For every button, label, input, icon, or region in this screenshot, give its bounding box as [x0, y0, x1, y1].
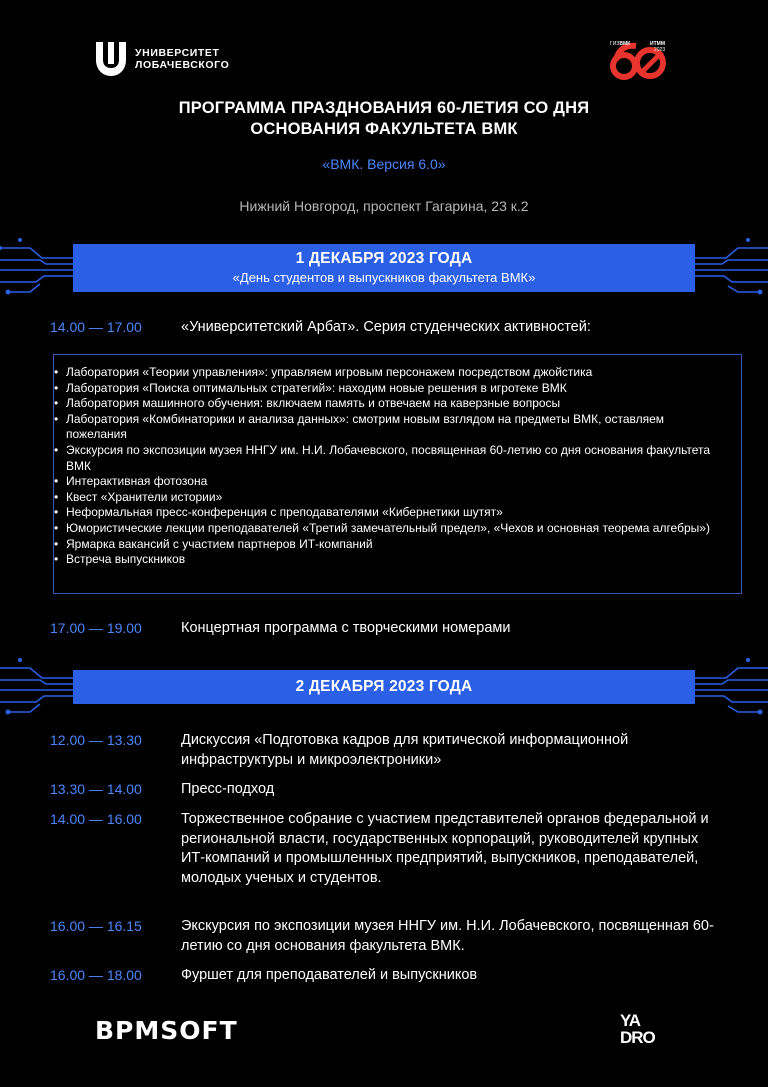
- activities-list: [53, 354, 742, 594]
- circuit-decoration-right-1: [688, 236, 768, 298]
- list-item: • Неформальная пресс-конференция с преподавателями «Кибернетики шутят»: [54, 505, 727, 521]
- list-item: • Встреча выпускников: [54, 552, 727, 568]
- event-description: «Университетский Арбат». Серия студенческих активностей:: [181, 319, 591, 335]
- event-time: 16.00 — 18.00: [50, 967, 142, 983]
- page-title: [0, 98, 768, 140]
- event-description: Концертная программа с творческими номерами: [181, 620, 511, 636]
- yadro-logo: [620, 1012, 676, 1052]
- circuit-decoration-left-2: [0, 656, 80, 718]
- event-time: 16.00 — 16.15: [50, 918, 142, 934]
- event-time: 14.00 — 17.00: [50, 319, 142, 335]
- page-title-line1: ПРОГРАММА ПРАЗДНОВАНИЯ 60-ЛЕТИЯ СО ДНЯ: [178, 99, 590, 117]
- event-description: Торжественное собрание с участием представителей органов федеральной и региональной власти, государственных корпораций, руководителей крупных ИТ-компаний и промышленных предприятий, выпускников, преподавателей, молодых ученых и студентов.: [181, 811, 709, 886]
- list-item: • Квест «Хранители истории»: [54, 490, 727, 506]
- day1-banner: [73, 244, 695, 292]
- anniversary-logo-right-label: ИТММ: [650, 41, 665, 47]
- university-logo-line2: ЛОБАЧЕВСКОГО: [135, 59, 230, 71]
- anniversary-logo-left-label: ВМК: [619, 41, 631, 47]
- list-item: • Лаборатория «Комбинаторики и анализа данных»: смотрим новым взглядом на предметы ВМК, оставляем пожелания: [54, 412, 727, 443]
- list-item: • Лаборатория «Теории управления»: управляем игровым персонажем посредством джойстика: [54, 365, 727, 381]
- list-item: • Интерактивная фотозона: [54, 474, 727, 490]
- university-logo-line1: УНИВЕРСИТЕТ: [135, 47, 220, 59]
- event-time: 14.00 — 16.00: [50, 811, 142, 827]
- list-item: • Лаборатория «Поиска оптимальных стратегий»: находим новые решения в игротеке ВМК: [54, 381, 727, 397]
- anniversary-logo-year: 2023: [654, 47, 666, 53]
- university-emblem-icon: [93, 40, 129, 80]
- event-time: 13.30 — 14.00: [50, 781, 142, 797]
- event-description: Фуршет для преподавателей и выпускников: [181, 967, 478, 983]
- university-logo: [93, 40, 233, 80]
- circuit-decoration-right-2: [688, 656, 768, 718]
- event-location: Нижний Новгород, проспект Гагарина, 23 к.2: [239, 198, 529, 214]
- yadro-logo-line1: YA: [620, 1011, 641, 1030]
- page-title-line2: ОСНОВАНИЯ ФАКУЛЬТЕТА ВМК: [250, 120, 518, 138]
- list-item: • Юмористические лекции преподавателей «Третий замечательный предел», «Чехов и основная теорема алгебры»): [54, 521, 727, 537]
- anniversary-logo: [606, 38, 672, 82]
- event-subtitle: «ВМК. Версия 6.0»: [322, 156, 446, 172]
- list-item: • Ярмарка вакансий с участием партнеров ИТ-компаний: [54, 537, 727, 553]
- anniversary-logo-prefix: ГИЗ: [610, 41, 620, 47]
- day1-date: 1 ДЕКАБРЯ 2023 ГОДА: [295, 250, 473, 267]
- event-description: Дискуссия «Подготовка кадров для критической информационной инфраструктуры и микроэлектроники»: [181, 732, 629, 768]
- day1-theme: «День студентов и выпускников факультета ВМК»: [232, 270, 536, 285]
- event-description: Пресс-подход: [181, 781, 275, 797]
- event-time: 12.00 — 13.30: [50, 732, 142, 748]
- list-item: • Экскурсия по экспозиции музея ННГУ им. Н.И. Лобачевского, посвященная 60-летию со дня основания факультета ВМК: [54, 443, 727, 474]
- day2-banner: [73, 670, 695, 704]
- yadro-logo-line2: DRO: [620, 1028, 655, 1047]
- event-description: Экскурсия по экспозиции музея ННГУ им. Н.И. Лобачевского, посвященная 60-летию со дня основания факультета ВМК.: [181, 918, 714, 954]
- bpmsoft-logo: BPMSOFT: [95, 1016, 238, 1045]
- day2-date: 2 ДЕКАБРЯ 2023 ГОДА: [295, 678, 473, 695]
- circuit-decoration-left-1: [0, 236, 80, 298]
- event-time: 17.00 — 19.00: [50, 620, 142, 636]
- list-item: • Лаборатория машинного обучения: включаем память и отвечаем на каверзные вопросы: [54, 396, 727, 412]
